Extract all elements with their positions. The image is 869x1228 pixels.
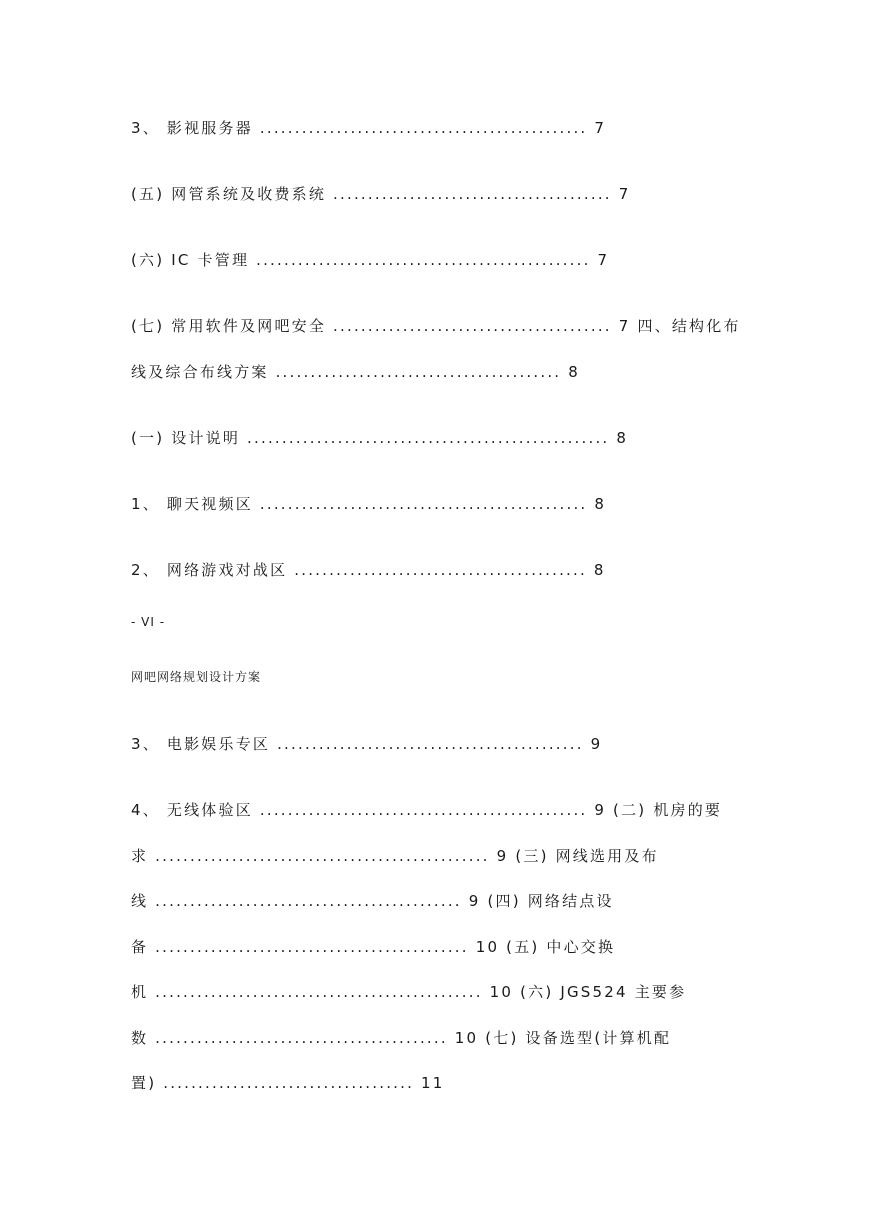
toc-line: (七) 常用软件及网吧安全 ........................................ 7 四、结构化布	[131, 317, 741, 335]
page-number: - VI -	[131, 615, 166, 629]
toc-line: 线 ............................................ 9 (四) 网络结点设	[131, 892, 614, 910]
toc-line: (五) 网管系统及收费系统 ........................................ 7	[131, 185, 631, 203]
toc-line: 4、 无线体验区 ............................................... 9 (二) 机房的要	[131, 801, 723, 819]
toc-line: 机 ............................................... 10 (六) JGS524 主要参	[131, 983, 687, 1001]
toc-line: 数 .......................................... 10 (七) 设备选型(计算机配	[131, 1029, 672, 1047]
toc-line: 3、 电影娱乐专区 ............................................ 9	[131, 735, 603, 753]
toc-line: 3、 影视服务器 ............................................... 7	[131, 119, 607, 137]
running-header: 网吧网络规划设计方案	[131, 670, 262, 684]
toc-line: 备 ............................................. 10 (五) 中心交换	[131, 938, 616, 956]
toc-line: 求 ................................................ 9 (三) 网线选用及布	[131, 847, 659, 865]
toc-line: 2、 网络游戏对战区 .......................................... 8	[131, 561, 606, 579]
toc-line: 1、 聊天视频区 ............................................... 8	[131, 495, 607, 513]
toc-line: 置) .................................... 11	[131, 1074, 445, 1092]
toc-line: (一) 设计说明 .................................................... 8	[131, 429, 629, 447]
toc-line: 线及综合布线方案 ......................................... 8	[131, 363, 580, 381]
toc-line: (六) IC 卡管理 ................................................ 7	[131, 251, 610, 269]
